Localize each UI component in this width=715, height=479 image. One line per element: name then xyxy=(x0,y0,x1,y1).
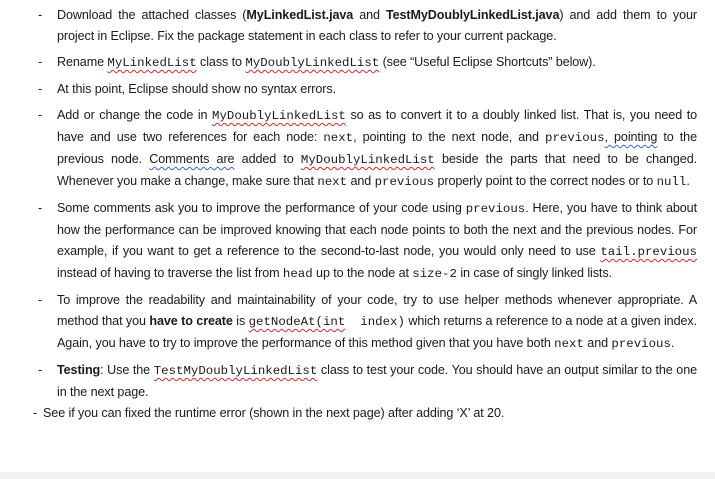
text-run: is xyxy=(232,314,249,328)
text-run-code: size-2 xyxy=(412,267,457,281)
bullet-item-rename-class xyxy=(38,52,697,74)
bullet-dash: - xyxy=(38,8,43,22)
bullet-item-improve-performance xyxy=(38,198,697,285)
text-run: up to the node at xyxy=(312,266,413,280)
text-run: which returns a reference to a node at a given index. Again, you have to try to improve the performance of this method given that you have both xyxy=(57,314,697,350)
text-run-code: next xyxy=(323,131,354,145)
paragraph-improve-performance xyxy=(57,198,697,285)
text-run-code: previous xyxy=(374,175,435,189)
bullet-dash: - xyxy=(38,108,43,122)
text-run: At this point, Eclipse should show no syntax errors. xyxy=(57,82,336,96)
text-run-code: null xyxy=(656,175,687,189)
bullet-item-testing xyxy=(38,360,697,403)
bullet-item-download-classes xyxy=(38,5,697,47)
bullet-item-helper-methods xyxy=(38,290,697,355)
text-run: . xyxy=(686,174,690,188)
paragraph-testing xyxy=(57,360,697,403)
text-run-code-red: MyDoublyLinkedList xyxy=(300,153,435,167)
paragraph-download-classes xyxy=(57,5,697,47)
text-run: Add or change the code in xyxy=(57,108,213,122)
bullet-dash: - xyxy=(38,293,43,307)
bullet-dash: - xyxy=(38,55,43,69)
paragraph-no-syntax-errors xyxy=(57,79,697,100)
text-run-bold: have to create xyxy=(149,314,233,328)
bullet-dash: - xyxy=(33,406,38,420)
text-run-code: next xyxy=(317,175,348,189)
text-run-code-red: MyDoublyLinkedList xyxy=(245,56,380,70)
text-run-code: previous xyxy=(611,337,671,351)
text-run: added to xyxy=(234,152,301,166)
text-run: Download the attached classes ( xyxy=(57,8,247,22)
text-run: instead of having to traverse the list from xyxy=(57,266,283,280)
text-run: and xyxy=(347,174,375,188)
paragraph-rename-class xyxy=(57,52,697,74)
text-run-blue: , pointing xyxy=(604,130,658,144)
paragraph-helper-methods xyxy=(57,290,697,355)
text-run: to the previous node. xyxy=(57,130,697,166)
text-run: class to test your code. You should have an output similar to the one in the next page. xyxy=(57,363,698,399)
text-run-bold: MyLinkedList.java xyxy=(246,8,354,22)
text-run-bold: TestMyDoublyLinkedList.java xyxy=(385,8,560,22)
text-run: See if you can fixed the runtime error (shown in the next page) after adding ‘X’ at 20. xyxy=(43,406,505,420)
bullet-dash: - xyxy=(38,201,43,215)
text-run: and xyxy=(353,8,386,22)
text-run-code: previous xyxy=(465,202,526,216)
text-run: class to xyxy=(196,55,246,69)
text-run: ) and add them to your project in Eclipse. Fix the package statement in each class to refer to your current package. xyxy=(57,8,697,43)
text-run: : Use the xyxy=(100,363,154,377)
text-run: so as to convert it to a doubly linked list. That is, you need to have and use two references for each node: xyxy=(57,108,697,144)
text-run: To improve the readability and maintainability of your code, try to use helper methods whenever appropriate. A method that you xyxy=(57,293,697,328)
text-run-code-red: MyDoublyLinkedList xyxy=(212,109,346,123)
text-run-code-red: MyLinkedList xyxy=(107,56,197,70)
paragraph-convert-to-doubly-linked xyxy=(57,105,697,193)
text-run: beside the parts that need to be changed. Whenever you make a change, make sure that xyxy=(57,152,697,188)
text-run-code-red: getNodeAt(int xyxy=(248,315,346,329)
text-run-bold: Testing xyxy=(57,363,101,377)
text-run: properly point to the correct nodes or to xyxy=(434,174,657,188)
text-run: in case of singly linked lists. xyxy=(456,266,612,280)
text-run-code: head xyxy=(282,267,313,281)
text-run: (see “Useful Eclipse Shortcuts” below). xyxy=(379,55,596,69)
bullet-item-no-syntax-errors xyxy=(38,79,697,100)
text-run: and xyxy=(583,336,612,350)
bullet-dash: - xyxy=(38,82,43,96)
text-run: Some comments ask you to improve the performance of your code using xyxy=(57,201,466,215)
text-run-code-red: TestMyDoublyLinkedList xyxy=(153,364,318,378)
bullet-item-convert-to-doubly-linked xyxy=(38,105,697,193)
text-run-code: next xyxy=(554,337,584,351)
text-run: . Here, you have to think about how the performance can be improved knowing that each node points to both the next and the previous nodes. For example, if you want to get a reference to the second-to-last node, you would only need to use xyxy=(57,201,697,258)
text-run-code-red: tail.previous xyxy=(600,245,697,259)
text-run: , pointing to the next node, and xyxy=(353,130,546,144)
page-bottom-edge xyxy=(0,472,715,479)
bullet-item-fix-runtime-error xyxy=(33,403,697,424)
text-run-code: index) xyxy=(345,315,405,329)
text-run: Rename xyxy=(57,55,108,69)
text-run-code: previous xyxy=(545,131,605,145)
bullet-list xyxy=(33,5,698,424)
paragraph-fix-runtime-error xyxy=(43,403,697,424)
text-run-blue: Comments are xyxy=(149,152,235,166)
text-run: . xyxy=(670,336,675,350)
bullet-dash: - xyxy=(38,363,43,377)
